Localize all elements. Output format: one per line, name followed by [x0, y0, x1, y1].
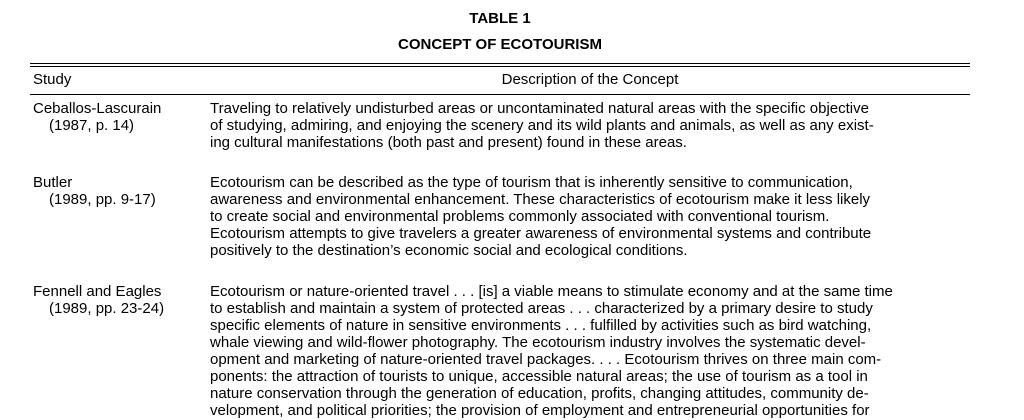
top-rule-secondary — [30, 66, 970, 67]
description-line: to establish and maintain a system of protected areas . . . characterized by a primary desire to study — [210, 300, 873, 317]
description-line: Ecotourism or nature-oriented travel . . . [is] a viable means to stimulate economy and at the same time — [210, 283, 893, 300]
column-header-description: Description of the Concept — [501, 71, 679, 88]
description-line: specific elements of nature in sensitive environments . . . fulfilled by activities such as bird watching, — [210, 317, 872, 334]
description-line: Ecotourism can be described as the type of tourism that is inherently sensitive to communication, — [210, 174, 853, 191]
description-line: Ecotourism attempts to give travelers a greater awareness of environmental systems and contribute — [210, 225, 872, 242]
description-cell — [210, 174, 970, 259]
description-line: awareness and environmental enhancement. These characteristics of ecotourism make it less likely — [210, 191, 871, 208]
study-cell — [33, 100, 203, 134]
study-cell — [33, 283, 203, 317]
top-rule — [30, 63, 970, 64]
description-cell — [210, 100, 970, 151]
study-year: (1987, p. 14) — [49, 117, 135, 134]
table-title: CONCEPT OF ECOTOURISM — [398, 36, 602, 53]
description-line: opment and marketing of nature-oriented travel packages. . . . Ecotourism thrives on three main com- — [210, 351, 882, 368]
header-rule — [30, 94, 970, 95]
description-line: positively to the destination’s economic social and ecological conditions. — [210, 242, 688, 259]
description-line: ponents: the attraction of tourists to unique, accessible natural areas; the use of tourism as a tool in — [210, 368, 868, 385]
study-author: Ceballos-Lascurain — [33, 100, 162, 117]
description-line: velopment, and political priorities; the provision of employment and entrepreneurial opportunities for — [210, 402, 870, 419]
study-year: (1989, pp. 9-17) — [49, 191, 156, 208]
description-line: to create social and environmental problems commonly associated with conventional tourism. — [210, 208, 830, 225]
description-line: ing cultural manifestations (both past and present) found in these areas. — [210, 134, 687, 151]
study-author: Butler — [33, 174, 73, 191]
description-line: Traveling to relatively undisturbed areas or uncontaminated natural areas with the specific objective — [210, 100, 869, 117]
study-cell — [33, 174, 203, 208]
description-line: whale viewing and wild-flower photography. The ecotourism industry involves the systematic devel- — [210, 334, 866, 351]
study-year: (1989, pp. 23-24) — [49, 300, 165, 317]
description-line: of studying, admiring, and enjoying the scenery and its wild plants and animals, as well as any exist- — [210, 117, 874, 134]
study-author: Fennell and Eagles — [33, 283, 162, 300]
description-cell — [210, 283, 970, 419]
column-header-study: Study — [33, 71, 72, 88]
table-number: TABLE 1 — [469, 10, 531, 27]
description-line: nature conservation through the generation of education, profits, changing attitudes, community de- — [210, 385, 869, 402]
